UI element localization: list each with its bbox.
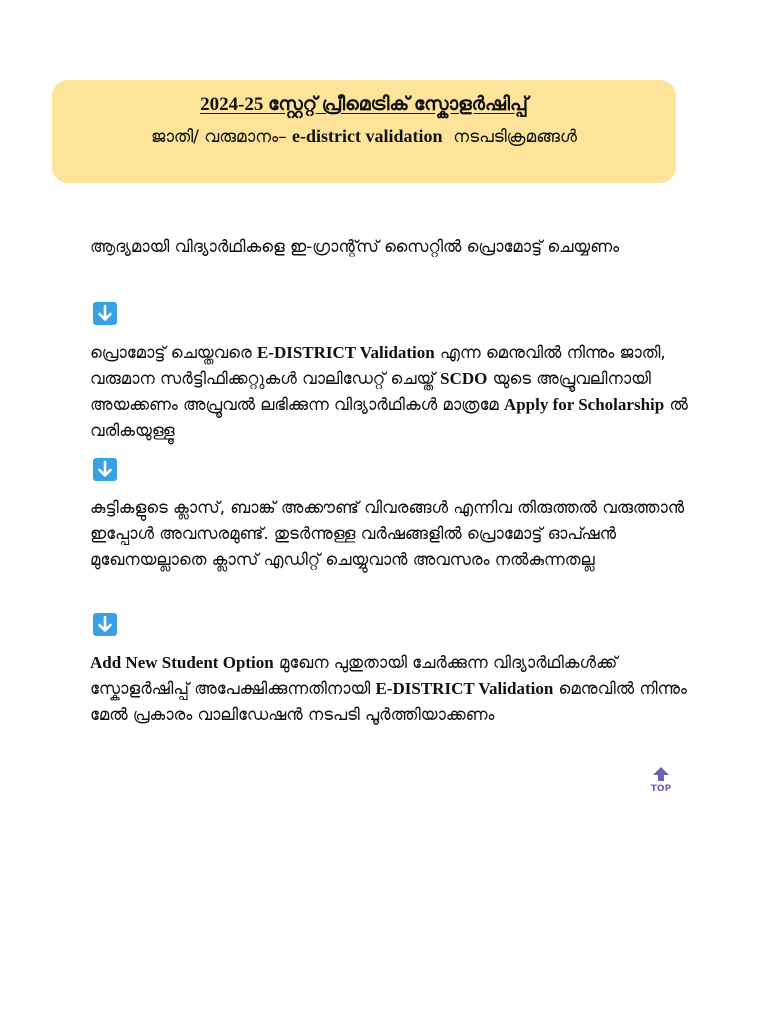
- step-3-text: [90, 495, 690, 573]
- step-2-apply: Apply for Scholarship: [503, 395, 665, 414]
- step-2-text-a: പ്രൊമോട്ട് ചെയ്തവരെ: [90, 343, 257, 362]
- step-2-text-c: യുടെ അപ്രൂവലിനായി അയക്കണം അപ്രൂവൽ ലഭിക്കുന്ന വിദ്യാർഥികൾ മാത്രമേ: [90, 369, 651, 414]
- back-to-top-link[interactable]: [647, 766, 675, 800]
- step-4-text: [90, 650, 690, 728]
- step-4-text-b: മെനുവിൽ നിന്നും മേൽ പ്രകാരം വാലിഡേഷൻ നടപടി പൂർത്തിയാക്കണം: [90, 679, 687, 724]
- up-arrow-icon: [651, 766, 671, 782]
- down-arrow-icon: [93, 458, 117, 481]
- header-banner: [52, 80, 676, 183]
- subtitle-suffix: നടപടിക്രമങ്ങൾ: [442, 127, 577, 147]
- step-4-text-a: മുഖേന പുതുതായി ചേർക്കുന്ന വിദ്യാർഥികൾക്ക് സ്കോളർഷിപ്പ് അപേക്ഷിക്കുന്നതിനായി: [90, 653, 618, 698]
- step-4-add-student: Add New Student Option: [90, 653, 274, 672]
- step-3-body: കുട്ടികളുടെ ക്ലാസ്, ബാങ്ക് അക്കൗണ്ട് വിവരങ്ങൾ എന്നിവ തിരുത്തൽ വരുത്താൻ ഇപ്പോൾ അവസരമുണ്ട്. തുടർന്നുള്ള വർഷങ്ങളിൽ പ്രൊമോട്ട് ഓപ്ഷൻ മുഖേനയല്ലാതെ ക്ലാസ് എഡിറ്റ് ചെയ്യുവാൻ അവസരം നൽകുന്നതല്ല: [90, 498, 685, 569]
- step-2-edistrict: E-DISTRICT Validation: [256, 343, 435, 362]
- page-title: 2024-25 സ്റ്റേറ്റ് പ്രീമെട്രിക് സ്കോളർഷിപ്പ്: [200, 94, 528, 115]
- step-1-text: [90, 234, 690, 260]
- down-arrow-icon: [93, 302, 117, 325]
- step-2-scdo: SCDO: [440, 369, 488, 388]
- step-2-text-b: എന്ന മെനുവിൽ നിന്നും ജാതി, വരുമാന സർട്ടിഫിക്കറ്റുകൾ വാലിഡേറ്റ് ചെയ്ത്: [90, 343, 666, 388]
- back-to-top-label: TOP: [650, 784, 672, 794]
- step-2-text: [90, 340, 690, 444]
- step-2-text-d: ൽ വരികയുള്ളൂ: [90, 395, 688, 440]
- step-1-body: ആദ്യമായി വിദ്യാർഥികളെ ഇ-ഗ്രാന്റ്സ് സൈറ്റിൽ പ്രൊമോട്ട് ചെയ്യണം: [90, 237, 619, 256]
- subtitle-prefix: ജാതി/ വരുമാനം–: [151, 127, 292, 147]
- down-arrow-icon: [93, 613, 117, 636]
- step-4-edistrict: E-DISTRICT Validation: [375, 679, 554, 698]
- page-subtitle: [52, 126, 676, 147]
- subtitle-latin: e-district validation: [292, 126, 443, 146]
